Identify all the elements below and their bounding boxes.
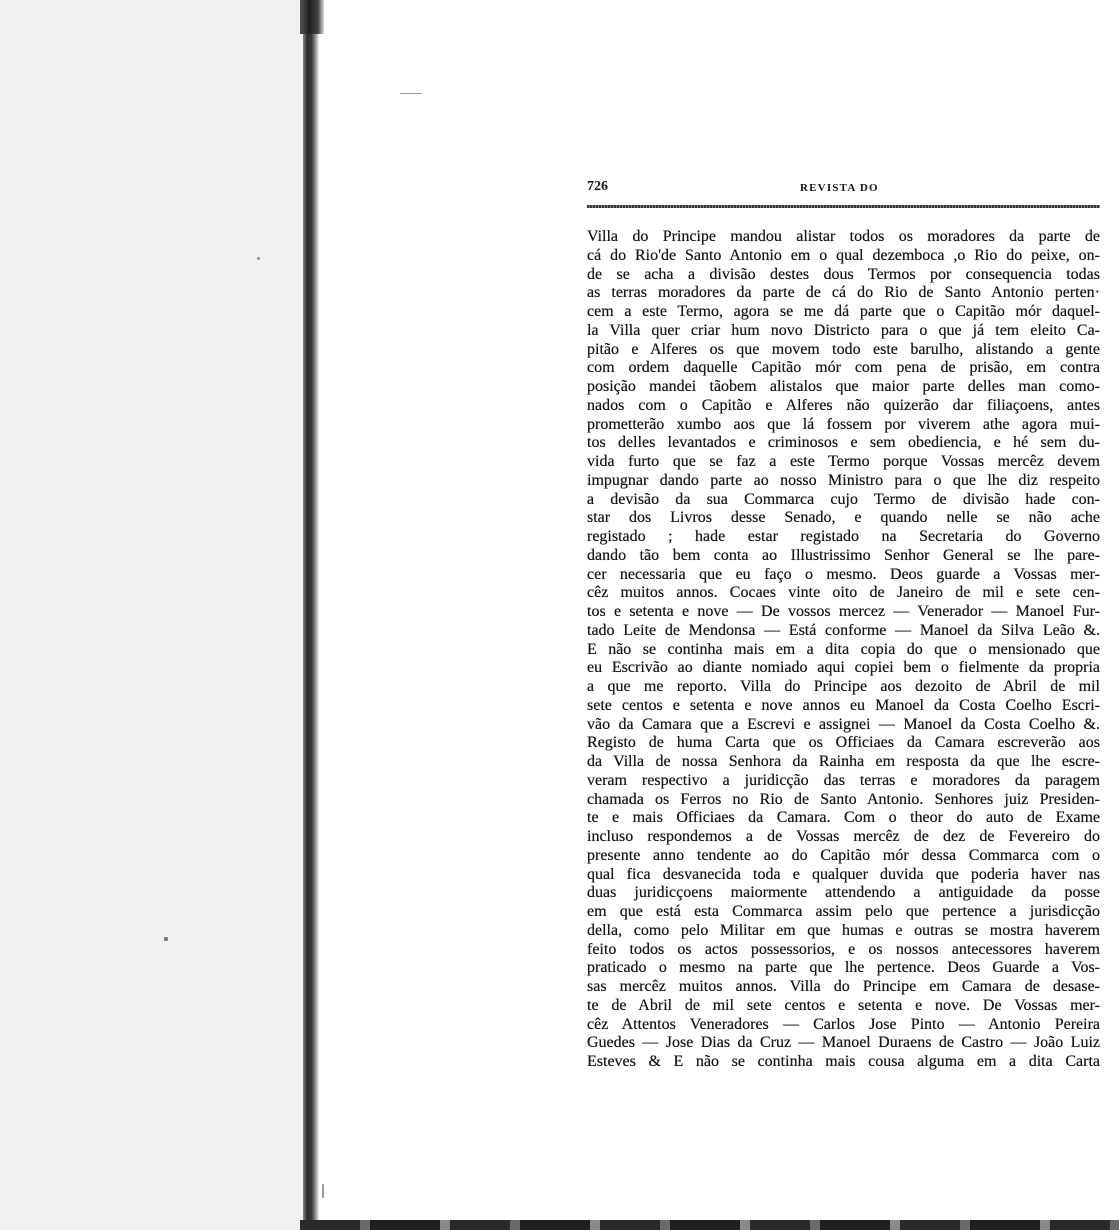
text-line: cêz Attentos Veneradores — Carlos Jose Pinto — Antonio Pereira — [587, 1015, 1100, 1033]
scan-speck — [400, 93, 422, 94]
header-rule — [587, 205, 1100, 208]
text-line: praticado o mesmo na parte que lhe pertence. Deos Guarde a Vos- — [587, 959, 1100, 977]
text-line: tos e setenta e nove — De vossos mercez — Venerador — Manoel Fur- — [587, 603, 1100, 620]
text-line: presente anno tendente ao do Capitão mór dessa Commarca com o — [587, 846, 1100, 864]
text-line: tos delles levantados e criminosos e sem obediencia, e hé sem du- — [587, 434, 1100, 452]
text-line: nados com o Capitão e Alferes não quizerão dar filiaçoens, antes — [587, 396, 1100, 414]
text-line: cem a este Termo, agora se me dá parte que o Capitão mór daquel- — [587, 303, 1100, 320]
text-line: dando tão bem conta ao Illustrissimo Senhor General se lhe pare- — [587, 546, 1100, 564]
scan-speck — [164, 937, 168, 941]
text-line: duas juridicçoens maiormente attendendo a antiguidade da posse — [587, 884, 1100, 902]
text-line: te e mais Officiaes da Camara. Com o theor do auto de Exame — [587, 809, 1100, 827]
text-line: star dos Livros desse Senado, e quando nelle se não ache — [587, 509, 1100, 527]
text-line: Villa do Principe mandou alistar todos os moradores da parte de — [587, 228, 1100, 245]
text-line: da Villa de nossa Senhora da Rainha em resposta da que lhe escre- — [587, 753, 1100, 770]
text-line: chamada os Ferros no Rio de Santo Antonio. Senhores juiz Presiden- — [587, 790, 1100, 808]
scan-speck — [322, 1184, 324, 1198]
body-text — [587, 228, 1100, 1072]
text-line: prometterão xumbo aos que lá fossem por viverem athe agora mui- — [587, 415, 1100, 433]
text-line: de se acha a divisão destes dous Termos por consequencia todas — [587, 265, 1100, 283]
text-line: em que está esta Commarca assim pelo que pertence a jurisdicção — [587, 903, 1100, 920]
text-line: a devisão da sua Commarca cujo Termo de divisão hade con- — [587, 490, 1100, 508]
text-line: Esteves & E não se continha mais cousa alguma em a dita Carta — [587, 1053, 1100, 1070]
text-line: cer necessaria que eu faço o mesmo. Deos guarde a Vossas mer- — [587, 565, 1100, 583]
book-gutter-top-shadow — [300, 0, 324, 34]
text-line: registado ; hade estar registado na Secretaria do Governo — [587, 528, 1100, 545]
text-line: cêz muitos annos. Cocaes vinte oito de Janeiro de mil e sete cen- — [587, 584, 1100, 602]
text-line: feito todos os actos possessorios, e os nossos antecessores haverem — [587, 940, 1100, 958]
text-line: com ordem daquelle Capitão mór com pena de prisão, em contra — [587, 359, 1100, 377]
scan-speck — [257, 257, 260, 260]
text-line: pitão e Alferes os que movem todo este barulho, alistando a gente — [587, 340, 1100, 358]
text-line: tado Leite de Mendonsa — Está conforme — Manoel da Silva Leão &. — [587, 621, 1100, 639]
text-line: la Villa quer criar hum novo Districto para o que já tem eleito Ca- — [587, 321, 1100, 339]
text-line: vida furto que se faz a este Termo porque Vossas mercêz devem — [587, 453, 1100, 470]
text-line: veram respectivo a juridicção das terras e moradores da paragem — [587, 771, 1100, 789]
text-line: impugnar dando parte ao nosso Ministro para o que lhe diz respeito — [587, 471, 1100, 489]
text-line: Registo de huma Carta que os Officiaes da Camara escreverão aos — [587, 734, 1100, 752]
page-bottom-edge — [300, 1220, 1119, 1230]
text-line: eu Escrivão ao diante nomiado aqui copiei bem o fielmente da propria — [587, 659, 1100, 677]
text-line: Guedes — Jose Dias da Cruz — Manoel Duraens de Castro — João Luiz — [587, 1034, 1100, 1052]
page-number: 726 — [587, 179, 608, 194]
text-line: vão da Camara que a Escrevi e assignei — Manoel da Costa Coelho &. — [587, 715, 1100, 733]
running-head: REVISTA DO — [800, 182, 879, 194]
text-line: della, como pelo Militar em que humas e outras se mostra haverem — [587, 921, 1100, 939]
text-line: qual fica desvanecida toda e qualquer duvida que poderia haver nas — [587, 865, 1100, 883]
text-line: sete centos e setenta e nove annos eu Manoel da Costa Coelho Escri- — [587, 696, 1100, 714]
text-line: incluso respondemos a de Vossas mercêz de dez de Fevereiro do — [587, 828, 1100, 845]
book-gutter-shadow — [303, 0, 319, 1230]
text-line: sas mercêz muitos annos. Villa do Principe em Camara de desase- — [587, 978, 1100, 995]
text-line: te de Abril de mil sete centos e setenta e nove. De Vossas mer- — [587, 996, 1100, 1014]
text-line: as terras moradores da parte de cá do Rio de Santo Antonio perten· — [587, 284, 1100, 302]
scan-left-margin — [0, 0, 304, 1230]
text-line: posição mandei tãobem alistalos que maior parte delles man como- — [587, 378, 1100, 395]
text-line: a que me reporto. Villa do Principe aos dezoito de Abril de mil — [587, 678, 1100, 695]
text-line: cá do Rio'de Santo Antonio em o qual dezemboca ,o Rio do peixe, on- — [587, 246, 1100, 264]
text-line: E não se continha mais em a dita copia do que o mensionado que — [587, 640, 1100, 658]
page-header — [587, 178, 1100, 196]
